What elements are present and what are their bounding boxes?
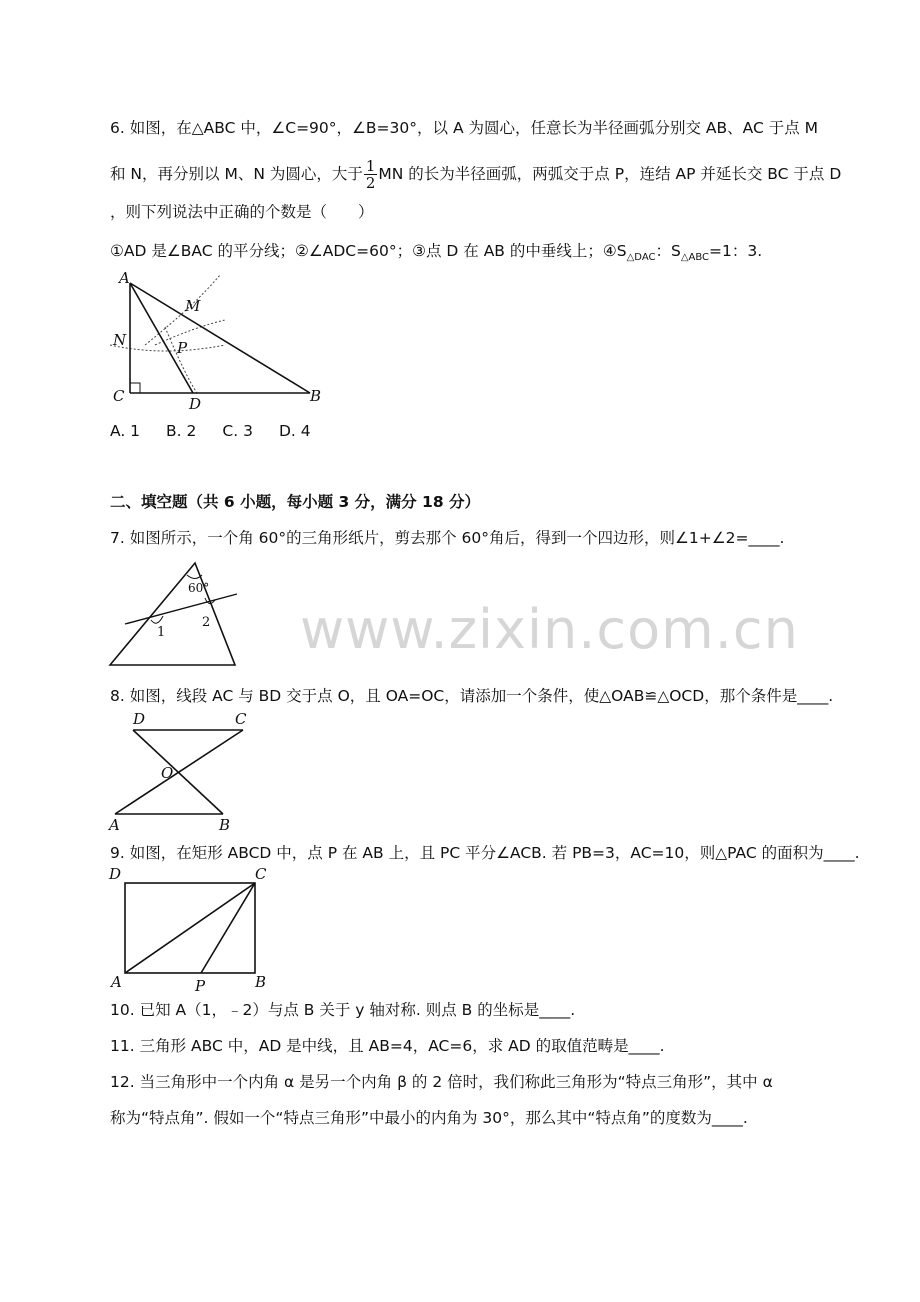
q7-text: 7. 如图所示，一个角 60°的三角形纸片，剪去那个 60°角后，得到一个四边形，则∠1+∠2=____. bbox=[110, 529, 785, 547]
q6-triangle-figure bbox=[105, 265, 335, 415]
q12-line-2: 称为“特点角”. 假如一个“特点三角形”中最小的内角为 30°，那么其中“特点角”的度数为____. bbox=[110, 1109, 748, 1127]
q6-options bbox=[110, 421, 311, 441]
label-60: 60° bbox=[188, 581, 210, 595]
q10-text: 10. 已知 A（1，﹣2）与点 B 关于 y 轴对称. 则点 B 的坐标是____. bbox=[110, 1001, 576, 1019]
side-ab bbox=[130, 283, 310, 393]
label-c: C bbox=[235, 710, 247, 728]
q11-text: 11. 三角形 ABC 中，AD 是中线，且 AB=4，AC=6，求 AD 的取值范畴是____. bbox=[110, 1037, 665, 1055]
arc-p-1 bbox=[165, 327, 197, 393]
label-a: A bbox=[119, 269, 130, 287]
paper-triangle bbox=[110, 563, 235, 665]
q9-rectangle-figure bbox=[105, 865, 280, 993]
subscript-dac: △DAC bbox=[626, 252, 656, 264]
label-b: B bbox=[310, 387, 322, 405]
label-d: D bbox=[109, 865, 122, 883]
label-1: 1 bbox=[157, 625, 166, 640]
label-a: A bbox=[111, 973, 122, 991]
option-a: A. 1 bbox=[110, 422, 141, 440]
label-o: O bbox=[161, 764, 174, 782]
label-b: B bbox=[219, 816, 231, 833]
label-c: C bbox=[113, 387, 125, 405]
arc-p-2 bbox=[155, 320, 225, 345]
q6-line-4-mid: ：S bbox=[655, 242, 681, 260]
q6-line-4-end: =1：3. bbox=[709, 242, 763, 260]
segment-bd bbox=[133, 730, 223, 814]
label-2: 2 bbox=[202, 615, 211, 630]
fraction-numerator: 1 bbox=[365, 157, 376, 175]
q8-figure bbox=[105, 708, 255, 833]
q6-line-4-start: ①AD 是∠BAC 的平分线；②∠ADC=60°；③点 D 在 AB 的中垂线上；④S bbox=[110, 242, 627, 260]
label-a: A bbox=[109, 816, 120, 833]
label-c: C bbox=[255, 865, 267, 883]
segment-ad bbox=[130, 283, 193, 393]
arc-m bbox=[145, 275, 220, 345]
subscript-abc: △ABC bbox=[680, 252, 710, 264]
q6-line-3: ，则下列说法中正确的个数是（ ） bbox=[110, 203, 374, 221]
q6-line-2 bbox=[110, 158, 841, 191]
label-n: N bbox=[113, 331, 127, 349]
q9-text: 9. 如图，在矩形 ABCD 中，点 P 在 AB 上，且 PC 平分∠ACB. 若 PB=3，AC=10，则△PAC 的面积为____. bbox=[110, 844, 860, 862]
option-c: C. 3 bbox=[222, 422, 253, 440]
q6-line-2-end: MN 的长为半径画弧，两弧交于点 P，连结 AP 并延长交 BC 于点 D bbox=[378, 165, 842, 183]
label-d: D bbox=[133, 710, 146, 728]
label-p: P bbox=[177, 339, 188, 357]
option-d: D. 4 bbox=[278, 422, 311, 440]
q7-triangle-figure bbox=[105, 560, 245, 670]
right-angle-mark bbox=[130, 383, 140, 393]
cut-line bbox=[125, 594, 237, 624]
diagonal-ac bbox=[125, 883, 255, 973]
q12-line-1: 12. 当三角形中一个内角 α 是另一个内角 β 的 2 倍时，我们称此三角形为“特点三角形”，其中 α bbox=[110, 1073, 773, 1091]
label-b: B bbox=[255, 973, 267, 991]
label-m: M bbox=[185, 297, 201, 315]
option-b: B. 2 bbox=[166, 422, 197, 440]
fraction-denominator: 2 bbox=[365, 174, 376, 192]
q8-text: 8. 如图，线段 AC 与 BD 交于点 O，且 OA=OC，请添加一个条件，使△OAB≌△OCD，那个条件是____. bbox=[110, 687, 834, 705]
label-p: P bbox=[195, 977, 206, 993]
section-heading: 二、填空题（共 6 小题，每小题 3 分，满分 18 分） bbox=[110, 493, 481, 511]
q6-line-2-start: 和 N，再分别以 M、N 为圆心，大于 bbox=[110, 165, 363, 183]
watermark: www.zixin.com.cn bbox=[300, 598, 799, 661]
half-fraction bbox=[364, 158, 378, 191]
segment-pc bbox=[201, 883, 255, 973]
label-d: D bbox=[189, 395, 202, 413]
q6-line-1: 6. 如图，在△ABC 中，∠C=90°，∠B=30°，以 A 为圆心，任意长为半径画弧分别交 AB、AC 于点 M bbox=[110, 119, 819, 137]
